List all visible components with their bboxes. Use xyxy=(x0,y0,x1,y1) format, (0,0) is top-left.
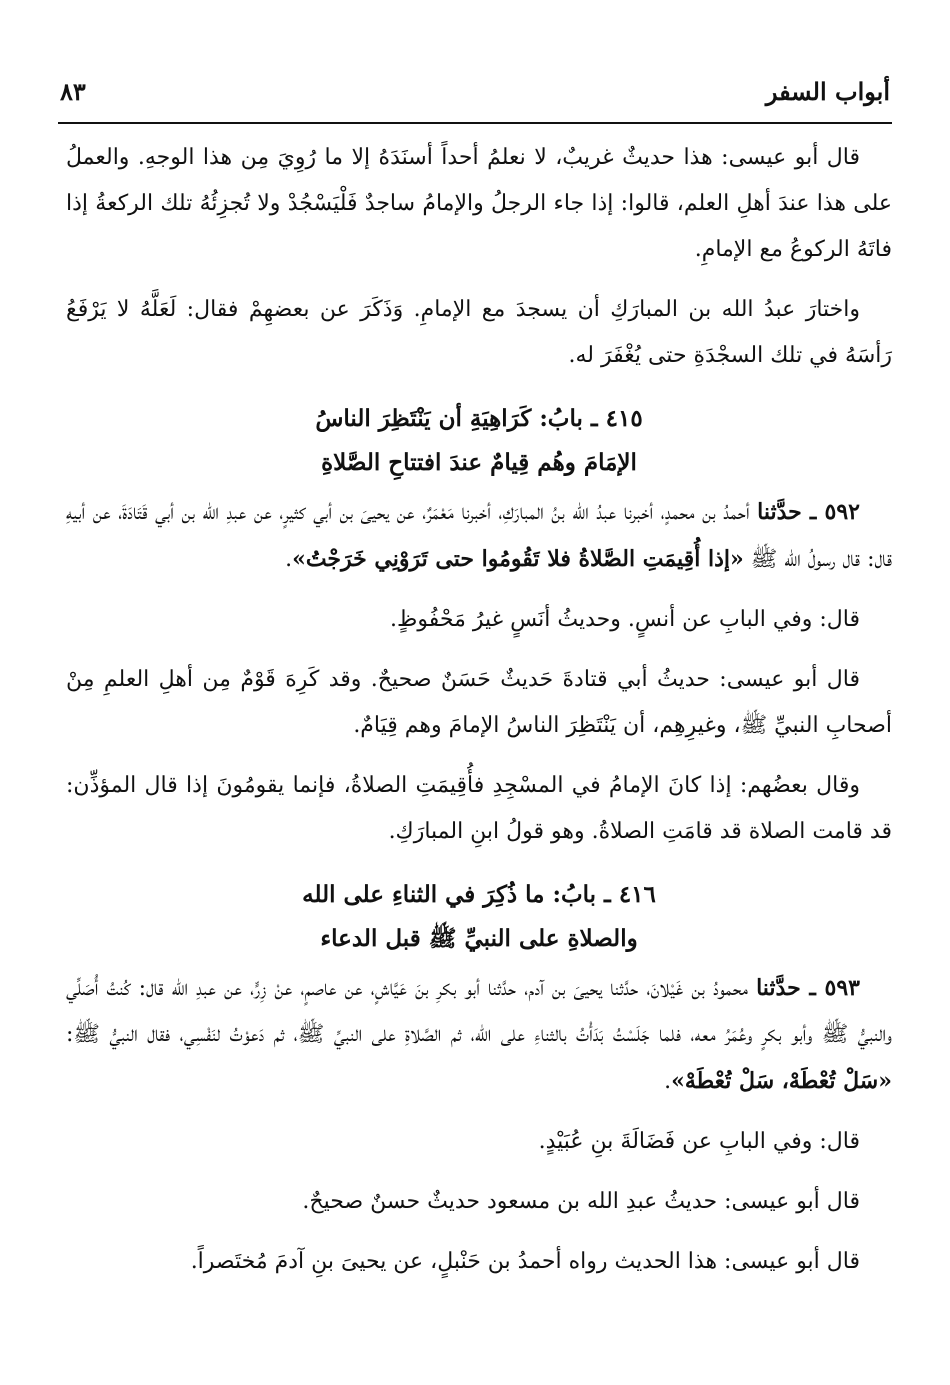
page-body xyxy=(66,135,892,1285)
chapter-415-heading xyxy=(66,397,892,485)
paragraph-4: قال أبو عيسى: حديثُ أبي قتادةَ حَديثٌ حَسَنٌ صحيحٌ. وقد كَرِهَ قَوْمٌ مِن أهلِ العلمِ مِنْ أصحابِ النبيِّ ﷺ، وغيرِهِم، أن يَنْتَظِرَ الناسُ الإمامَ وهم قِيَامٌ. xyxy=(66,667,892,738)
header-rule xyxy=(58,122,892,124)
hadith-593-chain: محمودُ بن غَيْلانَ، حدَّثنا يحيىَ بن آدم، حدَّثنا أبو بكرِ بنَ عَيَّاشٍ، عن عاصمٍ، عنْ زِرٍّ، عن عبدِ الله قال: كُنتُ أُصَلِّي والنبيُّ ﷺ وأبو بكرٍ وعُمَرُ معه، فلما جَلَسْتُ بَدَأْتُ بالثناءِ على الله، ثم الصَّلاةِ على النبيِّ ﷺ، ثم دَعوْتُ لنَفْسِي، فقال النبيُّ ﷺ: xyxy=(66,976,892,1047)
hadith-592-number: ٥٩٢ ـ حدَّثنا xyxy=(757,499,860,525)
chapter-416-heading xyxy=(66,873,892,961)
chapter-415-line-2: الإمَامَ وهُم قِيامٌ عندَ افتتاحِ الصَّلاةِ xyxy=(321,449,637,476)
running-title: أبواب السفر xyxy=(765,77,890,106)
hadith-593: ٥٩٣ ـ حدَّثنا محمودُ بن غَيْلانَ، حدَّثنا يحيىَ بن آدم، حدَّثنا أبو بكرِ بنَ عَيَّاشٍ، عن عاصمٍ، عنْ زِرٍّ، عن عبدِ الله قال: كُنتُ أُصَلِّي والنبيُّ ﷺ وأبو بكرٍ وعُمَرُ معه، فلما جَلَسْتُ بَدَأْتُ بالثناءِ على الله، ثم الصَّلاةِ على النبيِّ ﷺ، ثم دَعوْتُ لنَفْسِي، فقال النبيُّ ﷺ: «سَلْ تُعْطَهْ، سَلْ تُعْطَهْ». xyxy=(66,975,892,1094)
chapter-415-line-1: ٤١٥ ـ بابُ: كَرَاهِيَةِ أن يَنْتَظِرَ الناسُ xyxy=(315,405,643,432)
hadith-593-number: ٥٩٣ ـ حدَّثنا xyxy=(756,975,860,1001)
paragraph-8: قال أبو عيسى: هذا الحديث رواه أحمدُ بن حَنْبلٍ، عن يحيىَ بنِ آدمَ مُختَصراً. xyxy=(190,1249,860,1274)
paragraph-6: قال: وفي البابِ عن فَضَالَةَ بنِ عُبَيْدٍ. xyxy=(538,1129,860,1154)
paragraph-2: واختارَ عبدُ الله بن المبارَكِ أن يسجدَ مع الإمامِ. وَذَكَرَ عن بعضهِمْ فقال: لَعَلَّهُ لا يَرْفَعُ رَأسَهُ في تلك السجْدَةِ حتى يُغْفَرَ له. xyxy=(66,297,892,368)
hadith-592-matn: «إذا أُقِيمَتِ الصَّلاةُ فلا تَقُومُوا حتى تَرَوْنِي خَرَجْتُ» xyxy=(292,546,744,572)
hadith-593-matn: «سَلْ تُعْطَهْ، سَلْ تُعْطَهْ» xyxy=(671,1068,892,1094)
paragraph-3: قال: وفي البابِ عن أنسٍ. وحديثُ أنَسٍ غيرُ مَحْفُوظٍ. xyxy=(390,607,860,632)
page-header xyxy=(60,60,890,106)
hadith-592: ٥٩٢ ـ حدَّثنا أحمدُ بن محمدٍ، أخبرنا عبدُ الله بنُ المبارَكِ، أخبرنا مَعْمَرٌ، عن يحيىَ بن أبي كثيرٍ، عن عبدِ الله بن أبي قَتَادَةَ، عن أبيهِ قال: قال رسولُ الله ﷺ «إذا أُقِيمَتِ الصَّلاةُ فلا تَقُومُوا حتى تَرَوْنِي خَرَجْتُ». xyxy=(66,499,892,572)
hadith-592-chain: أحمدُ بن محمدٍ، أخبرنا عبدُ الله بنُ المبارَكِ، أخبرنا مَعْمَرٌ، عن يحيىَ بن أبي كثيرٍ، عن عبدِ الله بن أبي قَتَادَةَ، عن أبيهِ قال: قال رسولُ الله ﷺ xyxy=(66,500,892,572)
chapter-416-line-2: والصلاةِ على النبيِّ ﷺ قبل الدعاء xyxy=(320,925,638,952)
chapter-416-line-1: ٤١٦ ـ بابُ: ما ذُكِرَ في الثناءِ على الله xyxy=(302,881,656,908)
paragraph-7: قال أبو عيسى: حديثُ عبدِ الله بن مسعود حديثٌ حسنٌ صحيحٌ. xyxy=(302,1189,860,1214)
paragraph-5: وقال بعضُهم: إذا كانَ الإمامُ في المسْجِدِ فأُقِيمَتِ الصلاةُ، فإنما يقومُونَ إذا قال المؤذِّن: قد قامت الصلاة قد قامَتِ الصلاةُ. وهو قولُ ابنِ المبارَكِ. xyxy=(66,773,892,844)
page-number: ٨٣ xyxy=(60,77,86,106)
paragraph-1: قال أبو عيسى: هذا حديثٌ غريبٌ، لا نعلمُ أحداً أسنَدَهُ إلا ما رُوِيَ مِن هذا الوجهِ. والعملُ على هذا عندَ أهلِ العلم، قالوا: إذا جاء الرجلُ والإمامُ ساجدٌ فَلْيَسْجُدْ ولا تُجزِئُهُ تلك الركعةُ إذا فاتَهُ الركوعُ مع الإمامِ. xyxy=(66,145,892,262)
